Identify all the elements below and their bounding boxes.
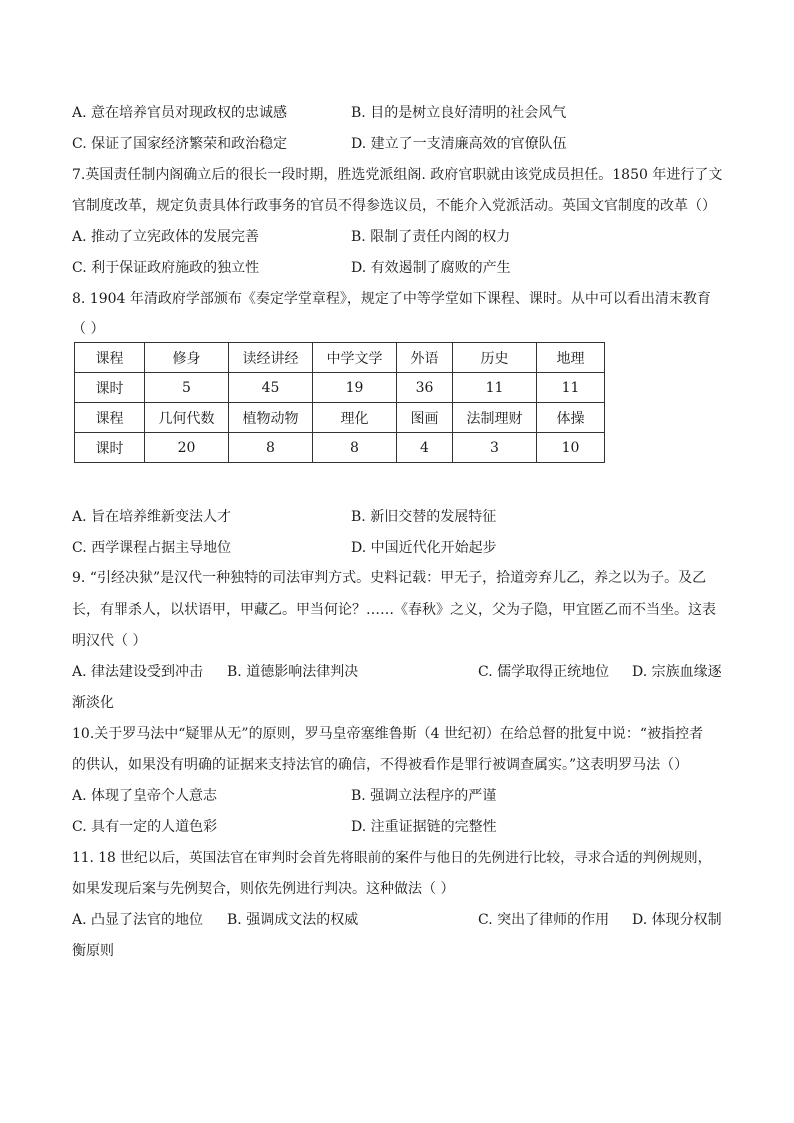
- q7-option-a[interactable]: A. 推动了立宪政体的发展完善: [72, 229, 260, 245]
- table-cell: 历史: [453, 343, 537, 373]
- table-cell: 读经讲经: [229, 343, 313, 373]
- q10-option-c[interactable]: C. 具有一定的人道色彩: [72, 819, 218, 835]
- table-row: [75, 343, 605, 373]
- q11-option-d[interactable]: D. 体现分权制: [632, 912, 722, 928]
- q9-option-a[interactable]: A. 律法建设受到冲击: [72, 664, 204, 680]
- q9-stem-line-3: 明汉代（ ）: [72, 633, 147, 649]
- table-cell: 10: [537, 433, 605, 463]
- q8-option-d[interactable]: D. 中国近代化开始起步: [351, 540, 497, 556]
- table-cell: 8: [229, 433, 313, 463]
- q10-stem-line-1: 10.关于罗马法中“疑罪从无”的原则，罗马皇帝塞维鲁斯（4 世纪初）在给总督的批复中说：“被指控者: [72, 726, 704, 742]
- q11-option-a[interactable]: A. 凸显了法官的地位: [72, 912, 204, 928]
- table-cell: 课程: [75, 343, 145, 373]
- table-cell: 法制理财: [453, 403, 537, 433]
- q6-option-d[interactable]: D. 建立了一支清廉高效的官僚队伍: [351, 136, 567, 152]
- q8-option-c[interactable]: C. 西学课程占据主导地位: [72, 540, 232, 556]
- table-row: [75, 433, 605, 463]
- table-row: [75, 373, 605, 403]
- q8-stem-line-2: （ ）: [72, 321, 105, 337]
- q11-stem-line-1: 11. 18 世纪以后，英国法官在审判时会首先将眼前的案件与他日的先例进行比较，寻求合适的判例规则，: [72, 850, 712, 866]
- q11-option-c[interactable]: C. 突出了律师的作用: [478, 912, 610, 928]
- table-cell: 8: [313, 433, 397, 463]
- table-cell: 体操: [537, 403, 605, 433]
- q8-stem-line-1: 8. 1904 年清政府学部颁布《奏定学堂章程》，规定了中等学堂如下课程、课时。从中可以看出清末教育: [72, 291, 711, 307]
- table-cell: 地理: [537, 343, 605, 373]
- q11-option-b[interactable]: B. 强调成文法的权威: [227, 912, 359, 928]
- table-row: [75, 403, 605, 433]
- q7-option-d[interactable]: D. 有效遏制了腐败的产生: [351, 260, 511, 276]
- table-cell: 3: [453, 433, 537, 463]
- q6-option-c[interactable]: C. 保证了国家经济繁荣和政治稳定: [72, 136, 288, 152]
- table-cell: 课时: [75, 433, 145, 463]
- q10-option-d[interactable]: D. 注重证据链的完整性: [351, 819, 497, 835]
- q11-option-d-continuation: 衡原则: [72, 943, 114, 959]
- table-cell: 11: [453, 373, 537, 403]
- table-cell: 课时: [75, 373, 145, 403]
- q9-option-d[interactable]: D. 宗族血缘逐: [632, 664, 722, 680]
- table-cell: 5: [145, 373, 229, 403]
- table-cell: 19: [313, 373, 397, 403]
- q10-option-b[interactable]: B. 强调立法程序的严谨: [351, 788, 497, 804]
- q7-option-c[interactable]: C. 利于保证政府施政的独立性: [72, 260, 260, 276]
- table-cell: 修身: [145, 343, 229, 373]
- curriculum-table: [74, 342, 605, 463]
- q9-option-d-continuation: 渐淡化: [72, 695, 114, 711]
- q7-stem-line-2: 官制度改革，规定负责具体行政事务的官员不得参选议员，不能介入党派活动。英国文官制度的改革（）: [72, 198, 716, 214]
- q11-stem-line-2: 如果发现后案与先例契合，则依先例进行判决。这种做法（ ）: [72, 881, 455, 897]
- table-cell: 课程: [75, 403, 145, 433]
- table-cell: 几何代数: [145, 403, 229, 433]
- q9-option-c[interactable]: C. 儒学取得正统地位: [478, 664, 610, 680]
- q6-option-a[interactable]: A. 意在培养官员对现政权的忠诚感: [72, 105, 288, 121]
- q9-stem-line-1: 9. “引经决狱”是汉代一种独特的司法审判方式。史料记载：甲无子，拾道旁弃儿乙，养之以为子。及乙: [72, 570, 707, 586]
- table-cell: 理化: [313, 403, 397, 433]
- q7-option-b[interactable]: B. 限制了责任内阁的权力: [351, 229, 511, 245]
- table-cell: 36: [397, 373, 453, 403]
- table-cell: 外语: [397, 343, 453, 373]
- table-cell: 中学文学: [313, 343, 397, 373]
- table-cell: 图画: [397, 403, 453, 433]
- q7-stem-line-1: 7.英国责任制内阁确立后的很长一段时期，胜选党派组阁. 政府官职就由该党成员担任。1850 年进行了文: [72, 167, 723, 183]
- q9-option-b[interactable]: B. 道德影响法律判决: [227, 664, 359, 680]
- q10-option-a[interactable]: A. 体现了皇帝个人意志: [72, 788, 218, 804]
- table-cell: 植物动物: [229, 403, 313, 433]
- table-cell: 4: [397, 433, 453, 463]
- q8-option-a[interactable]: A. 旨在培养维新变法人才: [72, 509, 232, 525]
- q8-option-b[interactable]: B. 新旧交替的发展特征: [351, 509, 497, 525]
- table-cell: 11: [537, 373, 605, 403]
- q10-stem-line-2: 的供认，如果没有明确的证据来支持法官的确信，不得被看作是罪行被调查属实。”这表明罗马法（）: [72, 757, 689, 773]
- table-cell: 45: [229, 373, 313, 403]
- q6-option-b[interactable]: B. 目的是树立良好清明的社会风气: [351, 105, 567, 121]
- q9-stem-line-2: 长，有罪杀人，以状语甲，甲藏乙。甲当何论？……《春秋》之义，父为子隐，甲宜匿乙而不当坐。这表: [72, 602, 716, 618]
- table-cell: 20: [145, 433, 229, 463]
